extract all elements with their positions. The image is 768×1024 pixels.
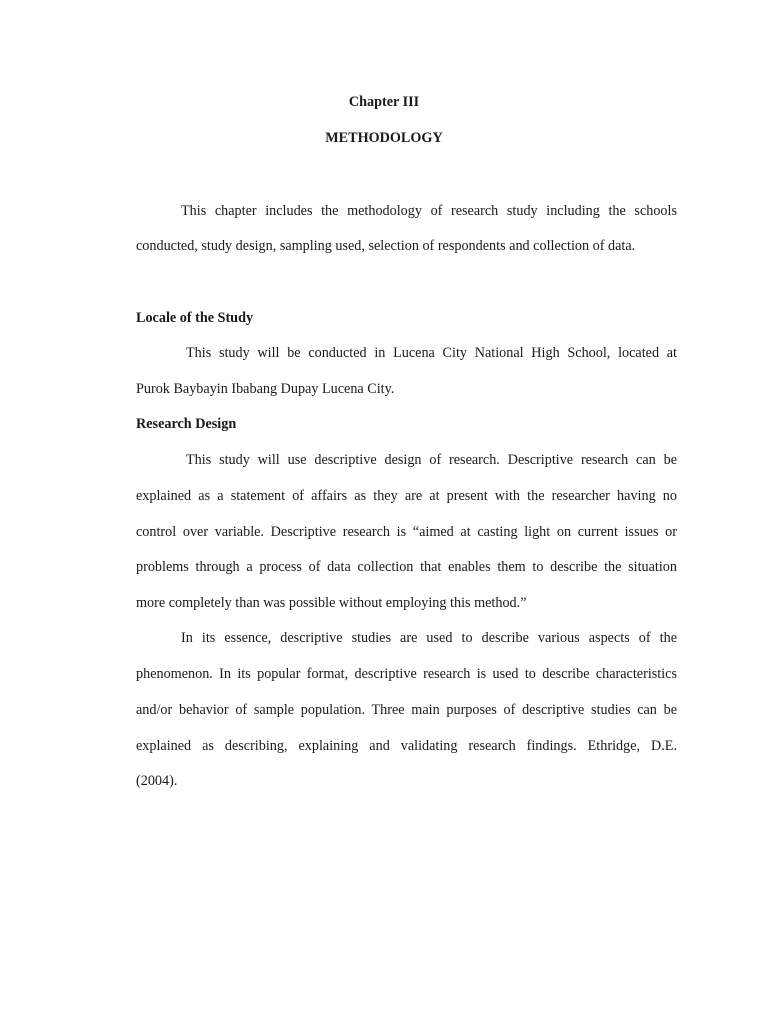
design-p2-line-2: phenomenon. In its popular format, descriptive research is used to describe characteristics xyxy=(136,666,677,682)
chapter-label: Chapter III xyxy=(348,94,420,110)
chapter-title: METHODOLOGY xyxy=(325,130,443,146)
locale-line-2: Purok Baybayin Ibabang Dupay Lucena City. xyxy=(136,381,395,397)
design-p2-line-5: (2004). xyxy=(136,773,178,789)
design-p1-line-1: This study will use descriptive design of research. Descriptive research can be xyxy=(186,452,677,468)
locale-line-1: This study will be conducted in Lucena City National High School, located at xyxy=(186,345,677,361)
intro-line-1: This chapter includes the methodology of research study including the schools xyxy=(181,203,677,219)
locale-heading: Locale of the Study xyxy=(136,310,254,326)
design-p2-line-3: and/or behavior of sample population. Three main purposes of descriptive studies can be xyxy=(136,702,677,718)
design-p2-line-1: In its essence, descriptive studies are used to describe various aspects of the xyxy=(181,630,677,646)
design-p1-line-3: control over variable. Descriptive research is “aimed at casting light on current issues or xyxy=(136,524,677,540)
intro-line-2: conducted, study design, sampling used, selection of respondents and collection of data. xyxy=(136,238,636,254)
design-p1-line-5: more completely than was possible without employing this method.” xyxy=(136,595,527,611)
design-p1-line-2: explained as a statement of affairs as they are at present with the researcher having no xyxy=(136,488,677,504)
design-p1-line-4: problems through a process of data collection that enables them to describe the situation xyxy=(136,559,677,575)
design-p2-line-4: explained as describing, explaining and validating research findings. Ethridge, D.E. xyxy=(136,738,677,754)
design-heading: Research Design xyxy=(136,416,237,432)
